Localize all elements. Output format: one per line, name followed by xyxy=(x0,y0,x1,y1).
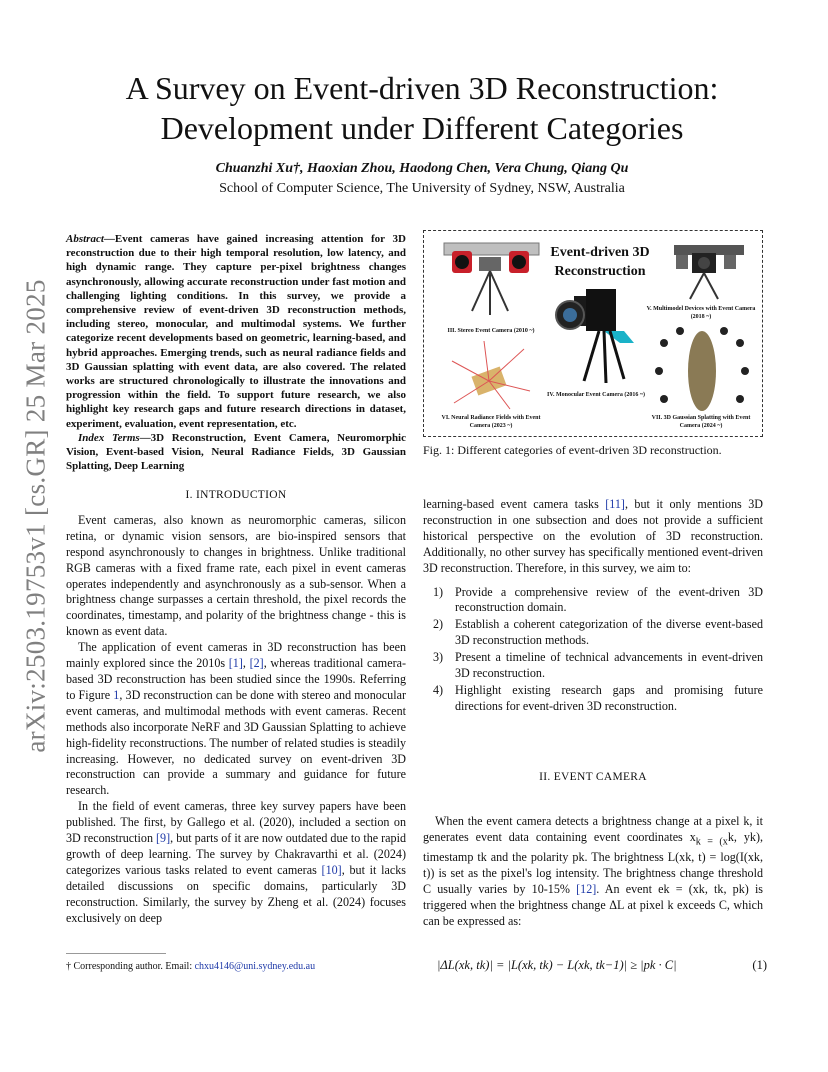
text-run: k), timestamp t xyxy=(423,829,763,865)
intro-section xyxy=(66,488,406,926)
abstract xyxy=(66,232,406,431)
figure-title: Event-driven 3D Reconstruction xyxy=(550,245,650,279)
intro-paragraph-3 xyxy=(66,799,406,926)
footnote-rule xyxy=(66,953,166,954)
list-number: 2) xyxy=(433,617,444,632)
citation-link[interactable]: [2] xyxy=(249,656,264,671)
paper-title xyxy=(60,68,784,148)
figure-caption: Fig. 1: Different categories of event-driven 3D reconstruction. xyxy=(423,443,722,457)
list-text: Provide a comprehensive review of the event-driven 3D reconstruction domain. xyxy=(455,584,763,615)
citation-link[interactable]: [1] xyxy=(228,656,243,671)
text-run: k = (x xyxy=(663,881,699,896)
citation-link[interactable]: [9] xyxy=(156,831,171,846)
text-run: The application of event cameras in 3D reconstruction has been mainly explored since the 2010s xyxy=(66,640,406,671)
list-number: 3) xyxy=(433,650,444,665)
text-run: k) is triggered when the brightness change ΔL at pixel k exceeds C, which can be expressed as: xyxy=(423,881,764,928)
text-run: , 3D reconstruction can be done with stereo and monocular event cameras, and multimodal methods with event cameras. Recent methods also incorporate NeRF and 3D Gaussian Splatting to achieve high-fidelity reconstructions. The number of related studies is steadily increasing. However, no dedicated survey on event-driven 3D reconstruction can provide a summary and guidance for future research. xyxy=(66,687,406,798)
list-number: 4) xyxy=(433,682,444,697)
text-run: k, p xyxy=(717,881,739,896)
list-number: 1) xyxy=(433,584,444,599)
citation-link[interactable]: [10] xyxy=(321,862,342,877)
figure-link[interactable]: 1 xyxy=(113,687,120,702)
list-text: Establish a coherent categorization of the diverse event-based 3D reconstruction methods. xyxy=(455,617,763,648)
footnote xyxy=(66,961,406,972)
index-terms-lead: Index Terms xyxy=(78,431,140,444)
event-camera-paragraph xyxy=(423,814,763,930)
label-monocular: IV. Monocular Event Camera (2016 ~) xyxy=(547,392,645,398)
multimodal-device-illustration xyxy=(674,245,744,299)
citation-link[interactable]: [11] xyxy=(605,497,625,511)
aims-list xyxy=(423,585,763,715)
text-run: k, t)) is set as the pixel's log intensity. The brightness change threshold C usually varies by 10-15% xyxy=(423,850,763,896)
gaussian-splatting-illustration xyxy=(655,327,749,411)
arxiv-stamp xyxy=(14,256,58,776)
text-run: In the field of event cameras, three key survey papers have been published. The first, by Gallego et al. (2020), included a section on 3D reconstruction xyxy=(66,799,406,846)
equation-text: |ΔL(xk, tk)| = |L(xk, tk) − L(xk, tk−1)| ≥ |pk · C| xyxy=(437,958,677,972)
monocular-camera-illustration xyxy=(556,289,634,383)
nerf-illustration xyxy=(452,341,530,409)
arxiv-stamp-text: arXiv:2503.19753v1 [cs.GR] 25 Mar 2025 xyxy=(20,279,51,753)
list-item xyxy=(423,683,763,715)
citation-link[interactable]: [12] xyxy=(576,881,597,896)
title-line-1: A Survey on Event-driven 3D Reconstruction: xyxy=(125,70,719,106)
event-camera-section xyxy=(423,770,763,930)
abstract-text: —Event cameras have gained increasing attention for 3D reconstruction due to their high temporal resolution, low latency, and high dynamic range. They capture per-pixel brightness changes asynchronously, allowing accurate reconstruction under fast motion and challenging lighting conditions. In this survey, we provide a comprehensive review of event-driven 3D reconstruction methods, including stereo, monocular, and multimodal systems. We further categorize recent developments based on geometric, learning-based, and hybrid approaches. Emerging trends, such as neural radiance fields and 3D Gaussian splatting with event data, are also covered. The related works are structured chronologically to illustrate the innovations and progression within the field. To support future research, we also highlight key research gaps and future research directions in dataset, experiment, evaluation, event representation, etc. xyxy=(66,233,406,430)
text-run: , but it only mentions 3D reconstruction in one subsection and does not provide a sufficient historical perspective on the evolution of 3D reconstruction. Additionally, no other survey has specifically mentioned event-driven 3D reconstruction. Therefore, in this survey, we aim to: xyxy=(423,497,763,575)
figure-1 xyxy=(423,230,763,437)
index-terms xyxy=(66,431,406,474)
label-stereo: III. Stereo Event Camera (2010 ~) xyxy=(447,328,535,334)
label-gaussian: VII. 3D Gaussian Splatting with Event Camera (2024 ~) xyxy=(651,415,751,429)
list-item xyxy=(423,650,763,682)
text-run: k, y xyxy=(727,829,750,844)
label-nerf: VI. Neural Radiance Fields with Event Camera (2023 ~) xyxy=(441,415,541,429)
text-run: . An event e xyxy=(596,881,664,896)
text-run: k. The brightness L(x xyxy=(578,850,686,865)
right-column xyxy=(423,497,763,716)
text-run: , xyxy=(242,656,250,671)
label-multimodal: V. Multimodel Devices with Event Camera (2018 ~) xyxy=(646,306,756,320)
intro-paragraph-2 xyxy=(66,640,406,799)
list-text: Highlight existing research gaps and promising future directions for event-driven 3D reconstruction. xyxy=(455,682,763,713)
section-heading-event-camera: II. EVENT CAMERA xyxy=(539,771,647,783)
text-run: k, t xyxy=(698,881,718,896)
text-run: learning-based event camera tasks xyxy=(423,497,606,511)
list-item xyxy=(423,617,763,649)
title-line-2: Development under Different Categories xyxy=(160,110,684,146)
text-run: , but it lacks detailed discussions on specific domains, particularly 3D reconstruction. Similarly, the survey by Zheng et al. (2024) focuses exclusively on deep xyxy=(66,862,406,925)
text-run: k = (x xyxy=(695,836,728,848)
text-run: , whereas traditional camera-based 3D reconstruction has been studied since the 1990s. Referring to Figure xyxy=(66,656,406,702)
index-terms-text: —3D Reconstruction, Event Camera, Neuromorphic Vision, Event-based Vision, Neural Radiance Fields, 3D Gaussian Splatting, Deep Learning xyxy=(66,431,406,473)
equation-1 xyxy=(437,958,767,973)
abstract-lead: Abstract xyxy=(66,233,104,245)
left-column xyxy=(66,232,406,473)
text-run: When the event camera detects a brightness change at a pixel k, it generates event data containing event coordinates x xyxy=(423,813,763,844)
section-heading-introduction: I. INTRODUCTION xyxy=(185,489,287,501)
text-run: k, t) = log(I(x xyxy=(685,850,754,865)
footnote-text: † Corresponding author. Email: xyxy=(66,961,195,972)
email-link[interactable]: chxu4146@uni.sydney.edu.au xyxy=(194,961,316,972)
list-item xyxy=(423,585,763,617)
stereo-camera-illustration xyxy=(444,243,539,315)
equation-number: (1) xyxy=(752,958,767,972)
text-run: , but parts of it are now outdated due to the rapid growth of deep learning. The survey by Chakravarthi et al. (2024) categorizes various tasks related to event cameras xyxy=(66,831,406,877)
affiliation: School of Computer Science, The University of Sydney, NSW, Australia xyxy=(219,181,625,196)
list-text: Present a timeline of technical advancements in event-driven 3D reconstruction. xyxy=(455,650,763,681)
text-run: k and the polarity p xyxy=(480,850,579,865)
intro-paragraph-1: Event cameras, also known as neuromorphic cameras, silicon retina, or dynamic vision sensors, are bio-inspired sensors that respond asynchronously to changes in brightness. Unlike traditional RGB cameras with a fixed frame rate, each pixel in event cameras operates independently and asynchronously as a sub-sensor. When a brightness change surpasses a certain threshold, the pixel records the coordinates, timestamp, and polarity of the brightness change - this is known as event data. xyxy=(66,512,406,639)
authors: Chuanzhi Xu†, Haoxian Zhou, Haodong Chen, Vera Chung, Qiang Qu xyxy=(215,161,629,176)
right-paragraph-1 xyxy=(423,497,763,577)
